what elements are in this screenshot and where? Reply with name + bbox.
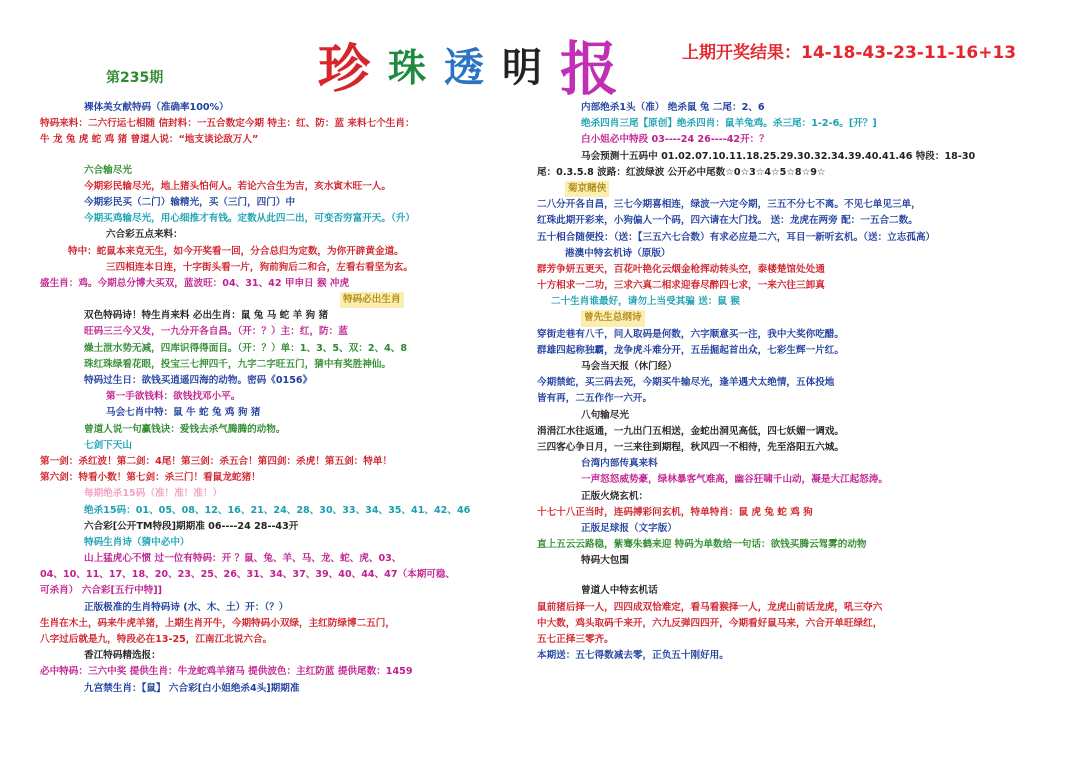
text-line: 三四相连本日连，十字街头看一片，狗前狗后二和合，左看右看坚为玄。 [106, 261, 413, 273]
section-heading: 菊京赌侠 [565, 181, 609, 197]
text-line: 十方相求一二功，三求六真二相求迎春尽醉四七求，一来六往三卸真 [537, 280, 825, 292]
text-line: 涓涓江水往返通，一九出门五相送，金蛇出洞见高低，四七妖媚一调戏。 [537, 425, 844, 437]
text-line: 尾：0.3.5.8 波路：红波绿波 公开必中尾数☆0☆3☆4☆5☆8☆9☆ [537, 166, 826, 178]
section-heading-wrap [537, 181, 1042, 197]
text-line: 鼠前猪后择一人，四四成双恰难定，看马看猴择一人，龙虎山前话龙虎，吼三夺六 [537, 601, 883, 613]
text-line: 九宫禁生肖：【鼠】 六合彩[白小姐绝杀4头]期期准 [84, 682, 300, 694]
text-line: 特码来料：二六行运七相随 信封料：一五合数定今期 特主：红、防：蓝 来料七个生肖： [40, 118, 415, 130]
text-line: 绝杀四肖三尾【原创】绝杀四肖：鼠羊兔鸡。杀三尾：1-2-6。[开？] [581, 118, 877, 130]
text-line: 裸体美女献特码（准确率100%） [84, 102, 229, 113]
section-heading: 正版火烧玄机： [581, 490, 649, 502]
text-line: 本期送：五七得数减去零，正负五十刚好用。 [537, 650, 729, 662]
text-line: 内部绝杀1头（准） 绝杀鼠 兔 二尾：2、6 [581, 102, 765, 113]
section-heading: 七剑下天山 [84, 439, 132, 451]
text-line: 正版极准的生肖特码诗 (水、木、土）开：（？） [84, 601, 289, 613]
title-char-3: 透 [444, 43, 485, 91]
text-line: 每期绝杀15码（准！准！准！） [84, 488, 223, 500]
left-column [40, 100, 515, 697]
text-line: 生肖在木土，码来牛虎羊猪，上期生肖开牛，今期特码小双绿，主红防绿博二五门， [40, 617, 395, 629]
text-line: 曾道人说一句赢钱诀：爱钱去杀气腾腾的动物。 [84, 423, 286, 435]
text-line: 直上五云云路稳，紫骞朱鹤来迎 特码为单数给一句话：欲钱买腾云驾雾的动物 [537, 539, 867, 551]
masthead-title [318, 22, 636, 103]
text-line: 二八分开各自昌，三七今期喜相连，绿波一六定今期，三五不分七不离。不见七单见三单， [537, 199, 921, 211]
text-line: 山上猛虎心不惯 过一位有特码：开 ？鼠、兔、羊、马、龙、蛇、虎、03、 [84, 553, 402, 565]
text-line: 今期买鸡输尽光，用心细推才有钱。定数从此四二出，可变否穷富开天。（升） [84, 213, 415, 225]
text-line: 今期彩民买（二门）输精光，买（三门，四门）中 [84, 196, 296, 208]
text-line: 马会七肖中特：鼠 牛 蛇 兔 鸡 狗 猪 [106, 407, 261, 419]
text-line: 旺码三三今又发，一九分开各自昌。（开：？）主：红，防：蓝 [84, 326, 348, 338]
last-draw-result: 上期开奖结果：14-18-43-23-11-16+13 [682, 43, 1017, 63]
text-line: 今期彩民输尽光，地上猪头怕何人。若论六合生为吉，亥水寅木旺一人。 [84, 180, 391, 192]
text-line: 中大数，鸡头取码千来开，六九反弹四四开，今期看好鼠马来，六合开单旺绿红， [537, 617, 883, 629]
title-char-2: 珠 [388, 44, 427, 90]
text-line: 群芳争妍五更天，百花叶艳化云烟金枪挥动转头空，泰楼楚馆处处通 [537, 263, 825, 275]
text-line: 马会预测十五码中 01.02.07.10.11.18.25.29.30.32.34.39.40.41.46 特段：18-30 [581, 150, 976, 162]
issue-number: 第235期 [106, 70, 164, 86]
title-char-5: 报 [560, 35, 619, 103]
text-line: 双色特码诗！特生肖来料 必出生肖：鼠 兔 马 蛇 羊 狗 猪 [84, 310, 329, 322]
text-line: 盛生肖：鸡。今期总分博大买双，蓝波旺：04、31、42 甲申日 猴 冲虎 [40, 277, 350, 289]
text-line: 皆有再，二五作作一六开。 [537, 393, 653, 405]
title-char-4: 明 [502, 43, 543, 91]
section-heading: 港澳中特玄机诗（原版） [565, 247, 671, 259]
text-line: 红珠此期开彩来，小狗偏人一个码，四六请在大门找。 送：龙虎在两旁 配：一五合二数。 [537, 215, 918, 227]
text-line: 特中：蛇鼠本来克无生，如今开奖看一回，分合总归为定数，为你开辟黄金道。 [68, 245, 404, 257]
section-heading: 曾先生总纲诗 [581, 310, 645, 326]
section-heading: 特码必出生肖 [340, 292, 404, 308]
text-line: 群雄四起称独霸，龙争虎斗难分开，五岳掘起首出众，七彩生辉一片红。 [537, 344, 844, 356]
text-line: 特码过生日：欲钱买逍遥四海的动物。密码《0156》 [84, 375, 313, 386]
text-line: 珠红珠绿看花眼，投宝三七押四千，九字二字旺五门，猜中有奖胜神仙。 [84, 358, 391, 370]
text-line: 白小姐必中特段 03----24 26----42开：？ [581, 134, 769, 146]
text-line: 必中特码：三六中奖 提供生肖：牛龙蛇鸡羊猪马 提供波色：主红防蓝 提供尾数：1459 [40, 666, 413, 678]
text-line: 五十相合随便投：（送：【三五六七合数）有求必应是二六，耳目一新听玄机。（送：立志孤高） [537, 231, 936, 243]
section-heading: 正版足球报（文字版） [581, 522, 677, 534]
text-line: 三四客心争日月，一三来往到期程，秋风四一不相待，先至洛阳五六城。 [537, 441, 844, 453]
text-line: 第六剑：特看小数！第七剑：杀三门！看鼠龙蛇猪！ [40, 472, 261, 484]
text-line: 燥土泄水势无减，四库识得得面目。（开：？）单：1、3、5、双：2、4、8 [84, 342, 408, 354]
section-heading-wrap [537, 310, 1042, 326]
section-heading: 马会当天报（休门经） [581, 361, 677, 372]
text-line: 特码生肖诗（猜中必中） [84, 536, 190, 548]
text-line: 可杀肖） 六合彩[五行中特]] [40, 585, 163, 597]
text-line: 第一手欲钱料：欲钱找邓小平。 [106, 391, 241, 403]
text-line: 牛 龙 兔 虎 蛇 鸡 猪 曾道人说：“地支谈论敌万人” [40, 134, 259, 146]
text-line: 穿街走巷有八千，问人取码是何数，六字顺意买一注，我中大奖你吃醋。 [537, 328, 844, 340]
section-heading-wrap [40, 292, 515, 308]
title-char-1: 珍 [318, 38, 371, 100]
section-heading: 特码大包围 [581, 555, 629, 567]
section-heading: 八句输尽光 [581, 409, 629, 421]
text-line: 六合彩[公开TM特段]期期准 06----24 28--43开 [84, 520, 299, 532]
section-heading: 六合输尽光 [84, 164, 132, 176]
text-line: 二十生肖谁最好，请勿上当受其骗 送：鼠 猴 [551, 296, 740, 308]
right-column [537, 100, 1042, 664]
section-heading: 香江特码精选报： [84, 650, 161, 662]
text-line: 绝杀15码：01、05、08、12、16、21、24、28、30、33、34、35、41、42、46 [84, 504, 471, 516]
section-heading: 六合彩五点来料： [106, 229, 183, 241]
text-line: 第一剑：杀红波！第二剑：4尾！第三剑：杀五合！第四剑：杀虎！第五剑：特单！ [40, 455, 393, 467]
text-line: 04、10、11、17、18、20、23、25、26、31、34、37、39、40、44、47（本期可稳、 [40, 569, 456, 581]
text-line: 今期禁蛇，买三码去死，今期买牛输尽光，逢羊遇犬太绝情，五体投地 [537, 377, 835, 389]
text-line: 一声怒怒威势豪，绿林暴客气难高，幽谷狂啸千山动，凝是大江起怒涛。 [581, 474, 888, 486]
section-heading: 曾道人中特玄机话 [581, 585, 658, 597]
text-line: 五七正择三零齐。 [537, 634, 614, 645]
text-line: 十七十八正当时，连码搏彩问玄机，特单特肖：鼠 虎 兔 蛇 鸡 狗 [537, 506, 813, 518]
section-heading: 台湾内部传真来料 [581, 458, 658, 470]
text-line: 八字过后就是九，特段必在13-25，江南江北说六合。 [40, 634, 273, 645]
